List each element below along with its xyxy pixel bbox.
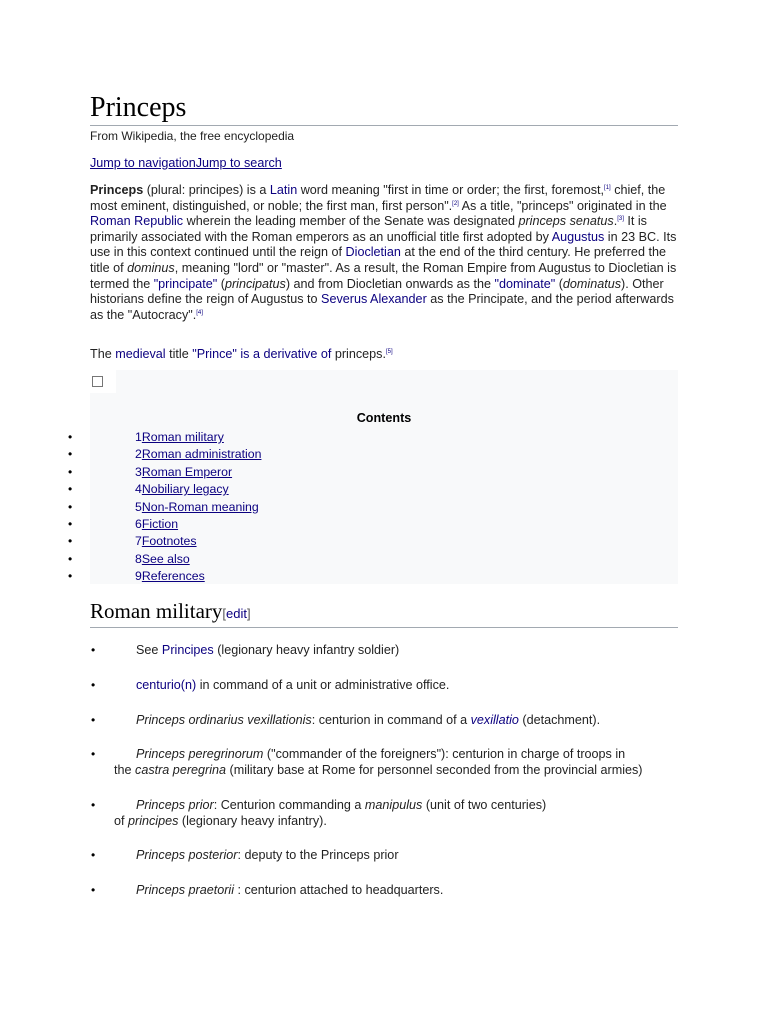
edit-bracket-close: ] [247,606,251,621]
bullet-icon: • [91,678,96,692]
edit-section [222,606,250,621]
ref-3[interactable] [617,216,624,222]
centurion-link[interactable]: centurio(n) [136,678,197,692]
toc-link-roman-emperor[interactable]: Roman Emperor [141,464,233,479]
toc-number: 6 [135,516,142,531]
toc-entry[interactable] [135,447,261,462]
toc-number: 2 [135,447,142,462]
bullet-icon: • [68,464,73,479]
toc-entry[interactable] [135,517,178,532]
lead-text: ) and from Diocletian onwards as the [285,276,495,291]
prince-derivative-link[interactable]: "Prince" is a derivative of [192,347,332,361]
item-text: (unit of two centuries) [422,798,547,812]
list-item [90,713,690,729]
edit-bracket-open: [ [222,606,227,621]
item-text: : centurion in command of a [311,713,471,727]
toc-entry[interactable] [135,552,190,567]
bullet-icon: • [91,883,96,897]
toc-link-footnotes[interactable]: Footnotes [141,534,197,549]
toc-toggle[interactable] [90,370,116,393]
lead-text: as the Principate, and the period afterwards as the "Autocracy". [90,292,674,322]
lead-italic: dominatus [562,276,622,291]
ref-2-link[interactable]: [2] [452,200,459,207]
item-italic: principes [128,813,179,828]
list-item [90,848,690,864]
ref-3-link[interactable]: [3] [617,216,624,223]
lead-text: (plural: principes) is a [143,183,270,197]
prince-text: princeps. [331,347,386,361]
list-item [90,883,690,899]
toc-link-roman-military[interactable]: Roman military [141,430,224,444]
medieval-link[interactable]: medieval [115,347,166,361]
item-text: of [114,813,129,828]
ref-1[interactable] [604,185,611,191]
jump-to-navigation-link[interactable]: Jump to navigation [90,156,196,170]
lead-text: It is primarily associated with the Roman emperors as an unofficial title first adopted by [90,214,647,244]
ref-5[interactable] [386,349,393,355]
lead-paragraph [90,183,680,323]
lead-text: chief, the most eminent, distinguished, or noble; the first man, first person". [90,183,666,213]
item-text: (military base at Rome for personnel seconded from the provincial armies) [226,762,643,777]
list-item-text [90,848,690,864]
ref-1-link[interactable]: [1] [604,185,611,191]
lead-text: As a title, "princeps" originated in the [458,198,667,213]
item-text: (legionary heavy infantry soldier) [213,643,400,657]
toc-number: 5 [135,499,142,514]
bullet-icon: • [68,482,73,497]
principate-link[interactable]: "principate" [153,276,218,291]
lead-text: wherein the leading member of the Senate was designated [183,214,519,229]
jump-to-search-link[interactable]: Jump to search [195,156,282,170]
lead-text: ( [217,276,225,291]
lead-text: ( [555,276,563,291]
list-item [90,747,690,778]
toc-entry[interactable] [135,430,224,445]
jump-links [90,156,282,170]
item-text: : centurion attached to headquarters. [234,883,444,897]
toc-entry[interactable] [135,569,205,584]
vexillatio-link-text: vexillatio [470,713,519,727]
list-item [90,798,690,829]
list-item [90,678,690,694]
item-italic: Princeps posterior [136,848,238,862]
dominate-link[interactable]: "dominate" [494,276,556,291]
lead-text: word meaning "first in time or order; the first, foremost, [297,183,605,197]
lead-bold-term: Princeps [90,183,144,197]
toc-link-roman-administration[interactable]: Roman administration [141,447,262,462]
ref-4[interactable] [196,310,203,316]
lead-text: at the end of the third century. He preferred the title of [90,245,666,275]
item-text: (detachment). [518,713,601,727]
bullet-icon: • [68,534,73,549]
bullet-icon: • [68,447,73,462]
latin-link[interactable]: Latin [269,183,298,197]
prince-paragraph [90,347,393,363]
toc-number: 8 [135,551,142,566]
item-text: in command of a unit or administrative office. [196,678,450,692]
ref-2[interactable] [452,201,459,207]
prince-text: title [165,347,193,361]
item-italic: manipulus [364,798,423,812]
bullet-icon: • [91,643,96,657]
toc-number: 1 [135,430,142,444]
bullet-icon: • [68,430,73,444]
bullet-icon: • [68,516,73,531]
bullet-icon: • [68,551,73,566]
toc-number: 4 [135,482,142,497]
ref-5-link[interactable]: [5] [385,349,393,355]
toc-link-nobiliary-legacy[interactable]: Nobiliary legacy [141,482,229,497]
bullet-icon: • [91,848,96,862]
roman-republic-link[interactable]: Roman Republic [90,214,184,229]
item-italic: Princeps ordinarius vexillationis [136,713,312,727]
section-heading-text: Roman military [90,599,223,623]
lead-italic: princeps senatus [518,214,614,229]
toc-entry[interactable] [135,500,259,515]
item-italic: Princeps praetorii [136,883,234,897]
item-text: ("commander of the foreigners"): centurion in charge of troops in [263,747,626,761]
item-italic: Princeps prior [136,798,214,812]
lead-italic: dominus [127,260,175,275]
page-title: Princeps [90,92,678,126]
toc-entry[interactable] [135,465,232,480]
toc-link-references[interactable]: References [141,569,205,584]
list-item [90,643,690,659]
toc-link-fiction[interactable]: Fiction [141,516,179,531]
list-item-text [90,678,690,694]
item-text: : Centurion commanding a [213,798,365,812]
toc-link-non-roman-meaning[interactable]: Non-Roman meaning [141,499,259,514]
edit-section-link[interactable]: edit [226,606,247,621]
bullet-icon: • [91,747,96,761]
toc-title: Contents [356,411,412,425]
augustus-link[interactable]: Augustus [551,229,605,244]
item-italic: castra peregrina [135,762,227,777]
lead-text: , meaning "lord" or "master". As a result, the Roman Empire from Augustus to Diocletian is termed the [90,260,677,291]
table-of-contents [68,370,678,584]
bullet-icon: • [68,569,73,584]
toc-entry[interactable] [135,482,229,497]
list-item-text [90,883,690,899]
list-item-text-continued [90,814,690,830]
list-item-text [90,713,690,729]
list-item-text [90,798,690,814]
toc-number: 7 [135,534,142,549]
severus-alexander-link[interactable]: Severus Alexander [321,292,427,307]
ref-4-link[interactable]: [4] [196,309,203,316]
list-item-text-continued [90,763,690,779]
list-item-text [90,747,690,763]
lead-text: ). Other historians define the reign of Augustus to [90,276,664,307]
bullet-icon: • [91,713,96,727]
bullet-icon: • [91,798,96,812]
lead-text: . [613,214,618,229]
bullet-icon: • [68,499,73,514]
item-text: See [136,643,162,657]
lead-italic: principatus [224,276,286,291]
toc-number: 3 [135,464,142,479]
item-text: the [114,762,136,777]
lead-text: in 23 BC. Its use in this context continued until the reign of [90,229,677,260]
toc-toggle-checkbox[interactable] [92,376,103,387]
item-text: (legionary heavy infantry). [178,813,327,828]
item-text: : deputy to the Princeps prior [237,848,399,862]
vexillatio-link[interactable] [471,713,519,727]
toc-link-see-also[interactable]: See also [141,551,190,566]
prince-text: The [90,347,116,361]
toc-number: 9 [135,569,142,584]
toc-entry[interactable] [135,534,197,549]
tagline: From Wikipedia, the free encyclopedia [90,129,295,143]
principes-link[interactable]: Principes [161,643,214,657]
section-heading-roman-military [90,598,678,628]
item-italic: Princeps peregrinorum [136,747,264,761]
diocletian-link[interactable]: Diocletian [345,245,401,260]
list-item-text [90,643,690,659]
